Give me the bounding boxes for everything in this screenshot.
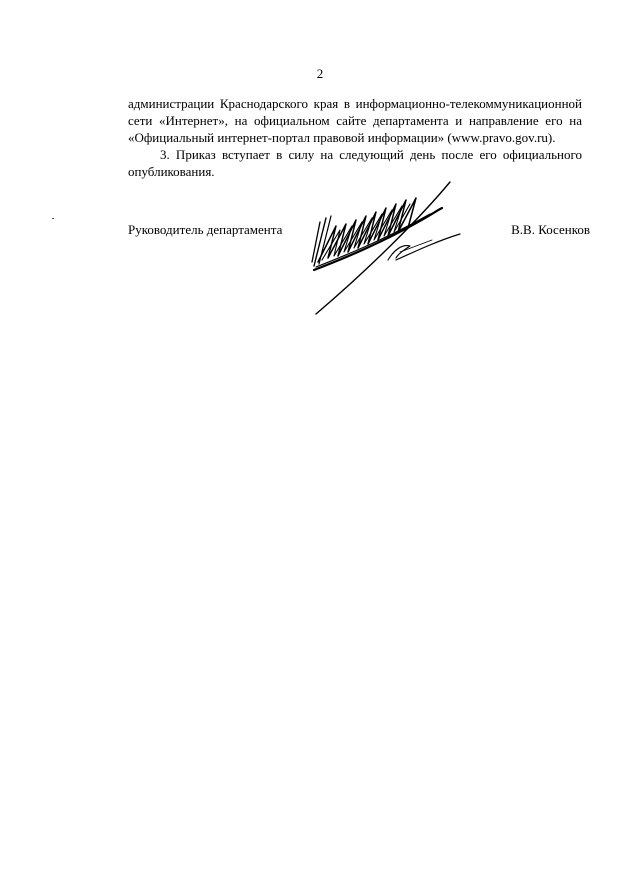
signatory-position: Руководитель департамента [128, 222, 283, 237]
body-line-5: опубликования. [128, 164, 215, 179]
body-line-4: 3. Приказ вступает в силу на следующий день после его официального [160, 147, 582, 162]
body-line-3: «Официальный интернет-портал правовой информации» (www.pravo.gov.ru). [128, 130, 556, 145]
page-number: 2 [316, 66, 324, 81]
body-text [128, 95, 582, 180]
body-line-2: сети «Интернет», на официальном сайте департамента и направление его на [128, 113, 582, 128]
signatory-name: В.В. Косенков [511, 222, 590, 237]
margin-mark [52, 218, 54, 219]
body-line-1: администрации Краснодарского края в информационно-телекоммуникационной [128, 96, 582, 111]
handwritten-signature [300, 178, 465, 318]
